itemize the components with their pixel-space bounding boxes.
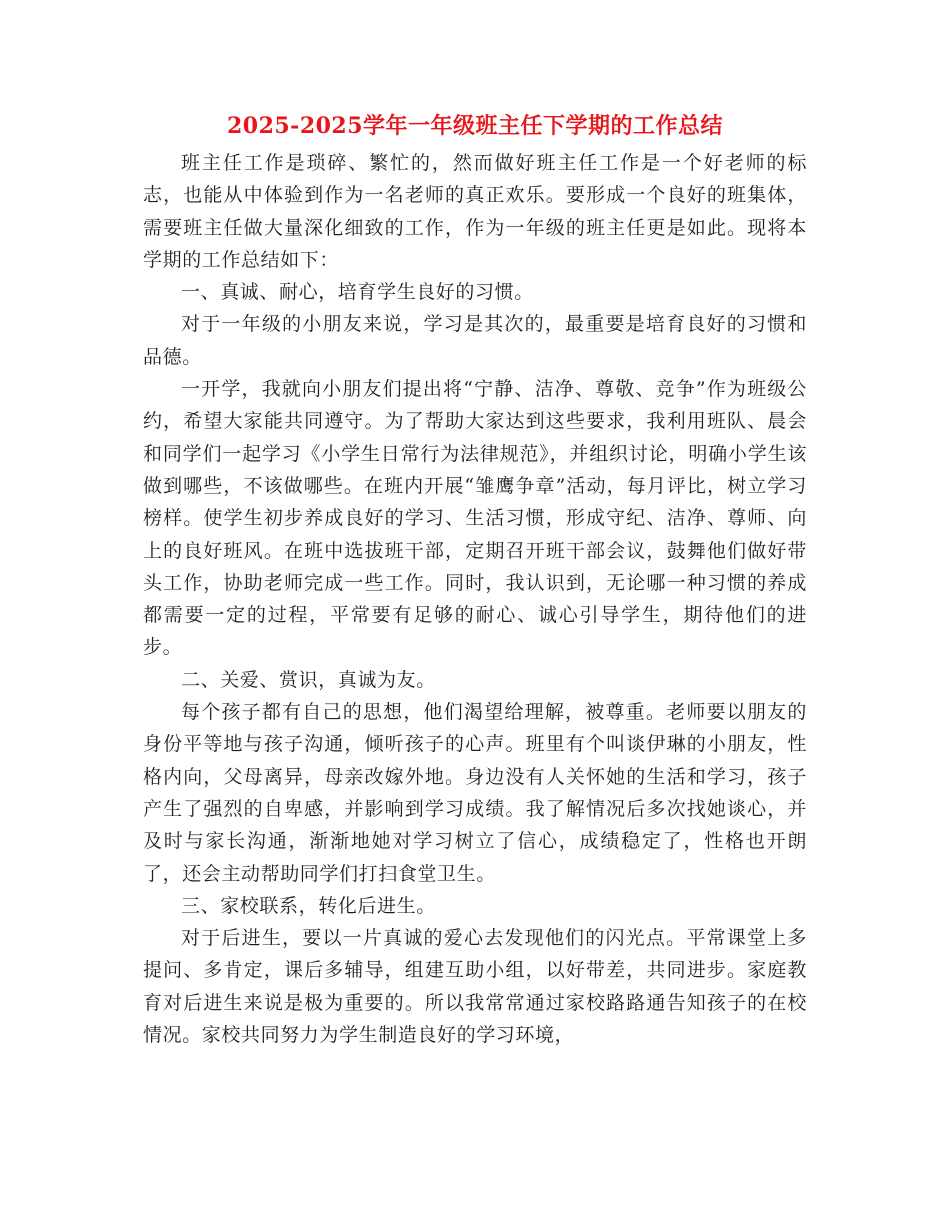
paragraph: 对于后进生，要以一片真诚的爱心去发现他们的闪光点。平常课堂上多提问、多肯定，课后多辅导，组建互助小组，以好带差，共同进步。家庭教育对后进生来说是极为重要的。所以我常常通过家校路路通告知孩子的在校情况。家校共同努力为学生制造良好的学习环境， — [143, 927, 807, 1047]
section-heading-1: 一、真诚、耐心，培育学生良好的习惯。 — [181, 281, 534, 304]
paragraph: 每个孩子都有自己的思想，他们渴望给理解，被尊重。老师要以朋友的身份平等地与孩子沟通，倾听孩子的心声。班里有个叫谈伊琳的小朋友，性格内向，父母离异，母亲改嫁外地。身边没有人关怀她的生活和学习，孩子产生了强烈的自卑感，并影响到学习成绩。我了解情况后多次找她谈心，并及时与家长沟通，渐渐地她对学习树立了信心，成绩稳定了，性格也开朗了，还会主动帮助同学们打扫食堂卫生。 — [143, 701, 807, 885]
paragraph-intro: 班主任工作是琐碎、繁忙的，然而做好班主任工作是一个好老师的标志，也能从中体验到作为一名老师的真正欢乐。要形成一个良好的班集体，需要班主任做大量深化细致的工作，作为一年级的班主任更是如此。现将本学期的工作总结如下： — [143, 152, 807, 271]
section-heading-2: 二、关爱、赏识，真诚为友。 — [181, 668, 436, 691]
section-heading-3: 三、家校联系，转化后进生。 — [181, 894, 436, 917]
document-body — [143, 147, 807, 1051]
paragraph: 一开学，我就向小朋友们提出将“宁静、洁净、尊敬、竞争”作为班级公约，希望大家能共同遵守。为了帮助大家达到这些要求，我利用班队、晨会和同学们一起学习《小学生日常行为法律规范》，并组织讨论，明确小学生该做到哪些，不该做哪些。在班内开展“雏鹰争章”活动，每月评比，树立学习榜样。使学生初步养成良好的学习、生活习惯，形成守纪、洁净、尊师、向上的良好班风。在班中选拔班干部，定期召开班干部会议，鼓舞他们做好带头工作，协助老师完成一些工作。同时，我认识到，无论哪一种习惯的养成都需要一定的过程，平常要有足够的耐心、诚心引导学生，期待他们的进步。 — [143, 378, 807, 659]
paragraph: 对于一年级的小朋友来说，学习是其次的，最重要是培育良好的习惯和品德。 — [143, 313, 807, 368]
document-title: 2025-2025学年一年级班主任下学期的工作总结 — [226, 113, 724, 139]
